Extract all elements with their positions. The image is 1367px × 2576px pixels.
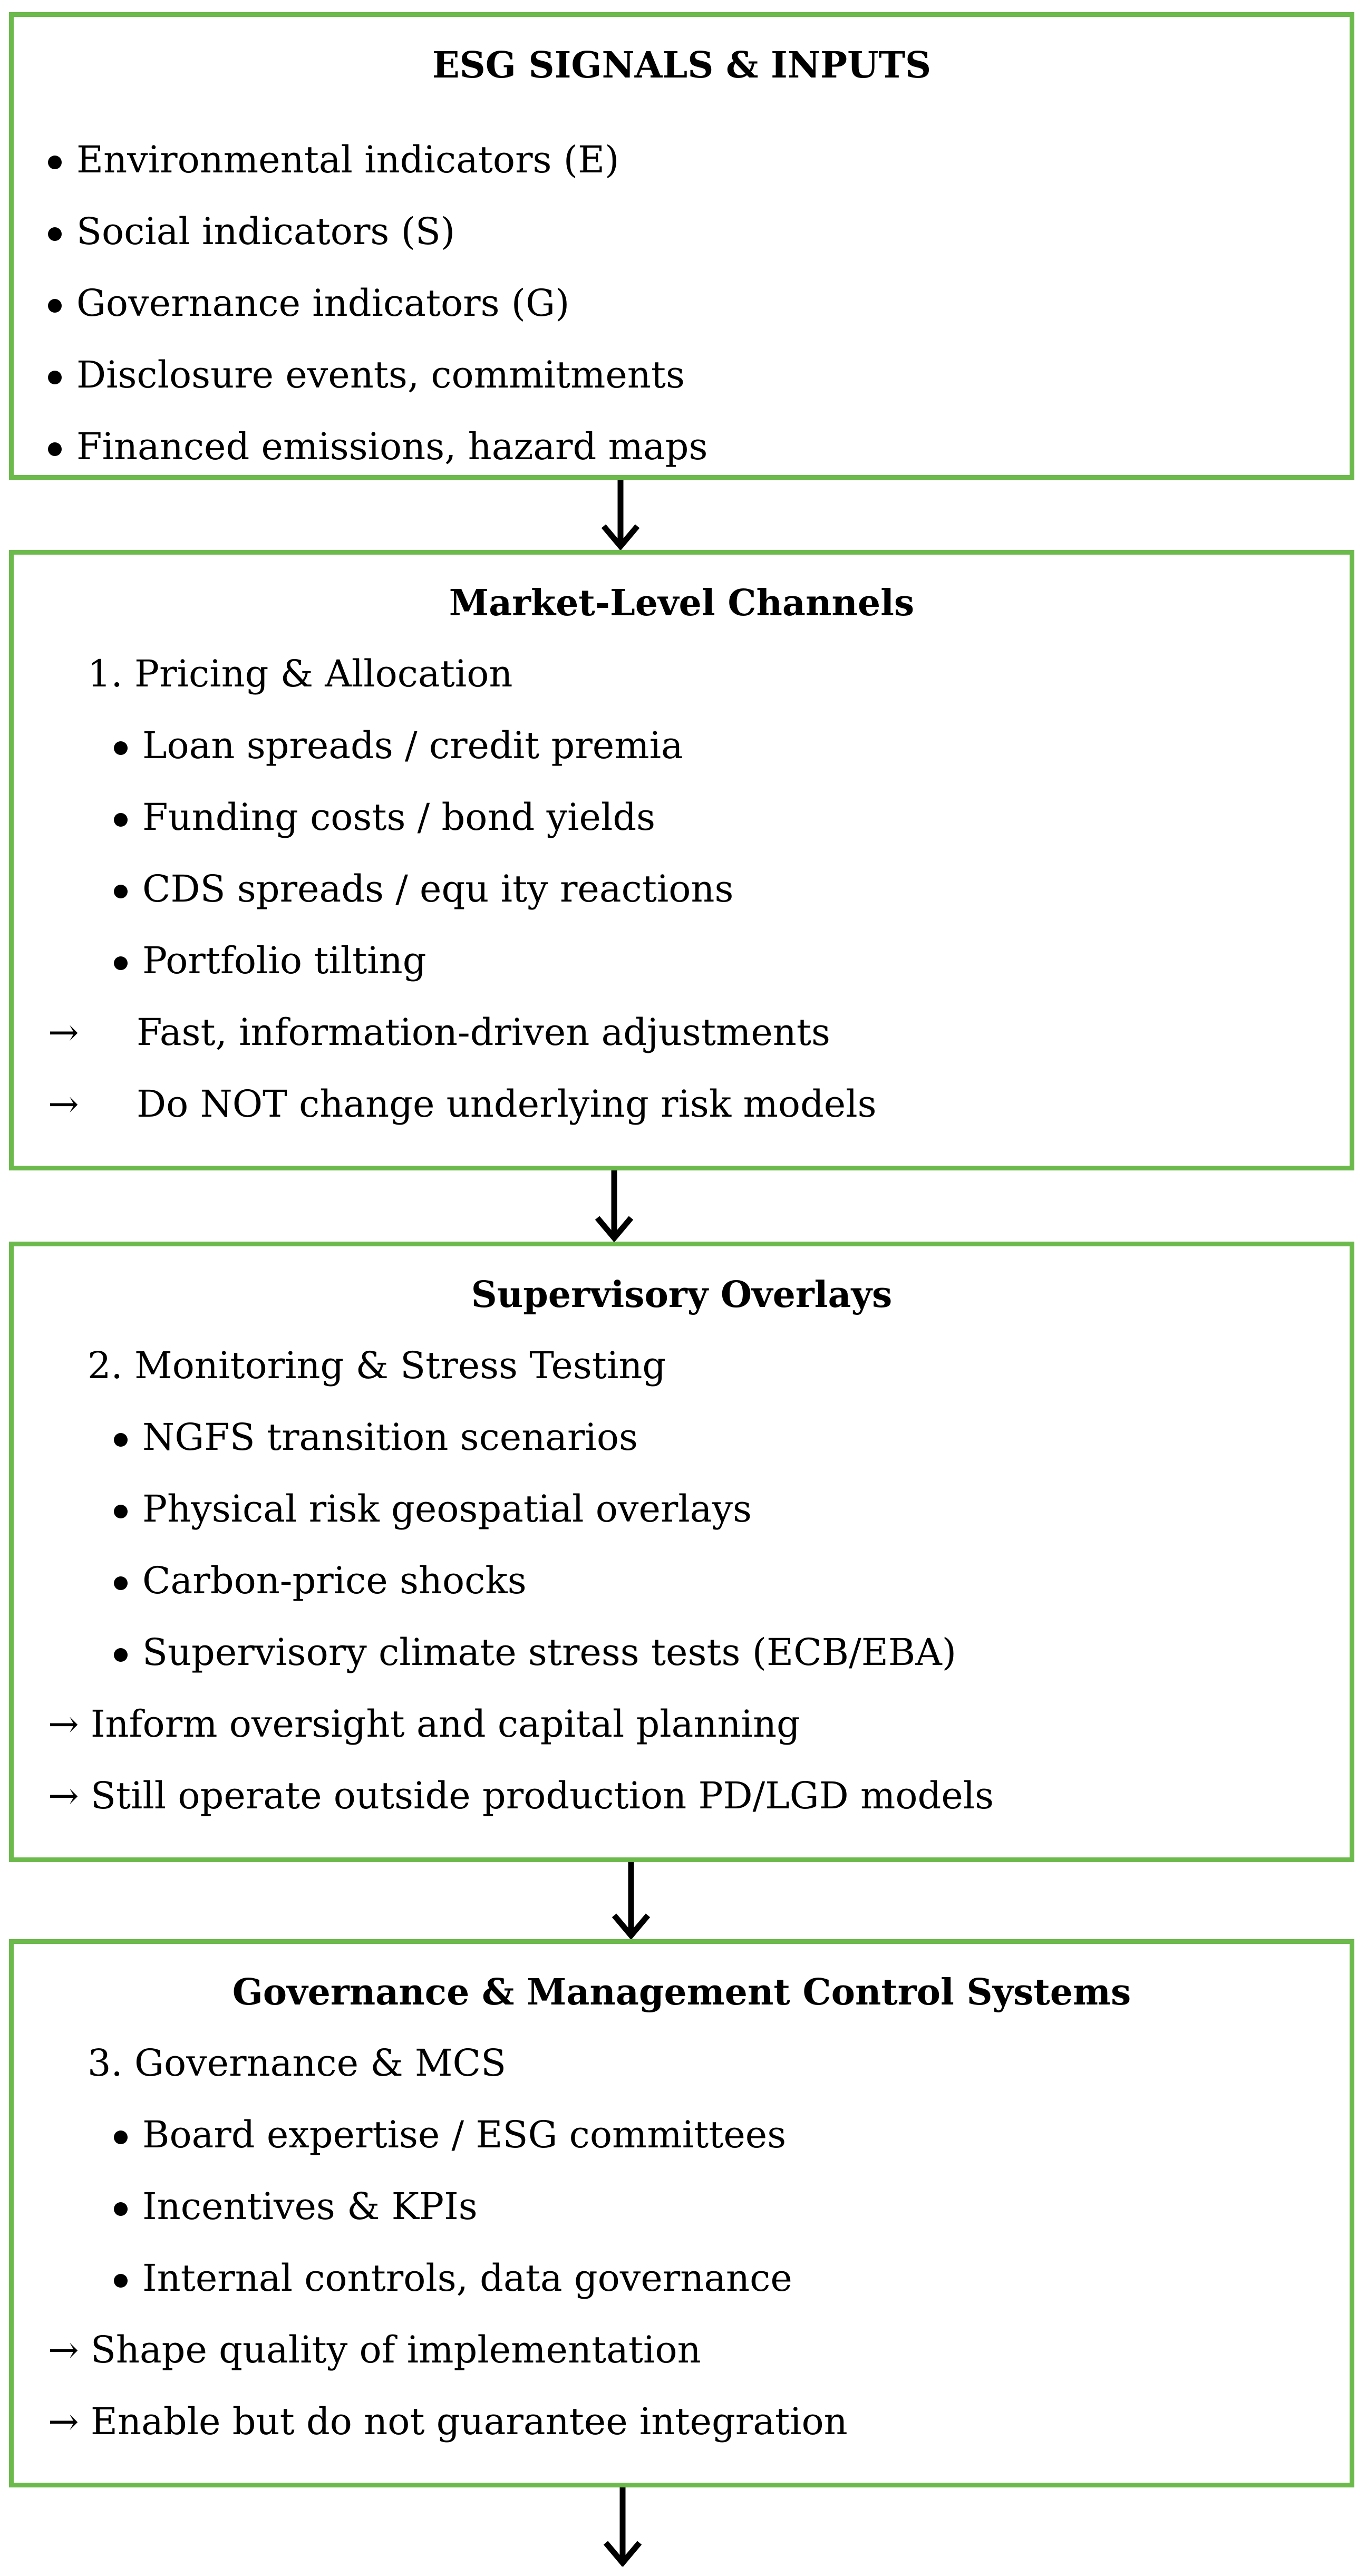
esg-signals-box <box>9 12 1354 480</box>
bullet-icon <box>48 299 62 313</box>
list-item: Supervisory climate stress tests (ECB/EBA) <box>114 1631 956 1673</box>
bullet-icon <box>114 813 128 827</box>
note-line: → Fast, information-driven adjustments <box>48 1011 830 1054</box>
bullet-icon <box>114 1433 128 1447</box>
list-item: Carbon-price shocks <box>114 1560 527 1602</box>
section-heading: 2. Monitoring & Stress Testing <box>88 1344 666 1387</box>
list-item: Physical risk geospatial overlays <box>114 1488 752 1530</box>
bullet-icon <box>114 2202 128 2216</box>
list-item: Funding costs / bond yields <box>114 796 655 838</box>
bullet-icon <box>114 741 128 755</box>
section-heading: 1. Pricing & Allocation <box>88 652 513 695</box>
flow-arrow-4 <box>602 2487 644 2567</box>
note-line: → Do NOT change underlying risk models <box>48 1082 877 1126</box>
supervisory-overlays-title: Supervisory Overlays <box>471 1274 893 1316</box>
bullet-icon <box>114 2130 128 2144</box>
governance-mcs-box <box>9 1939 1354 2487</box>
bullet-icon <box>48 442 62 456</box>
list-item: Social indicators (S) <box>48 210 455 253</box>
note-line: → Inform oversight and capital planning <box>48 1702 800 1746</box>
list-item: NGFS transition scenarios <box>114 1416 638 1458</box>
market-level-channels-box <box>9 550 1354 1170</box>
note-line: → Still operate outside production PD/LGD models <box>48 1774 994 1817</box>
market-level-channels-title: Market-Level Channels <box>449 582 915 624</box>
bullet-icon <box>114 885 128 898</box>
bullet-icon <box>114 1576 128 1590</box>
list-item: Environmental indicators (E) <box>48 139 619 181</box>
list-item: CDS spreads / equ ity reactions <box>114 868 733 910</box>
bullet-icon <box>48 371 62 384</box>
note-line: → Enable but do not guarantee integration <box>48 2400 848 2443</box>
bullet-icon <box>48 227 62 241</box>
list-item: Governance indicators (G) <box>48 282 569 324</box>
list-item: Board expertise / ESG committees <box>114 2114 786 2156</box>
flow-arrow-3 <box>610 1862 652 1939</box>
flow-arrow-2 <box>593 1170 635 1242</box>
list-item: Financed emissions, hazard maps <box>48 425 707 468</box>
bullet-icon <box>114 2274 128 2288</box>
section-heading: 3. Governance & MCS <box>88 2041 507 2085</box>
list-item: Internal controls, data governance <box>114 2257 792 2299</box>
list-item: Loan spreads / credit premia <box>114 724 683 767</box>
right-arrow-icon: → <box>48 1011 79 1054</box>
supervisory-overlays-box <box>9 1242 1354 1862</box>
bullet-icon <box>114 1648 128 1662</box>
governance-mcs-title: Governance & Management Control Systems <box>232 1971 1131 2013</box>
note-line: → Shape quality of implementation <box>48 2328 701 2371</box>
bullet-icon <box>114 1505 128 1518</box>
list-item: Portfolio tilting <box>114 940 426 982</box>
esg-signals-title: ESG SIGNALS & INPUTS <box>432 44 932 86</box>
bullet-icon <box>114 956 128 970</box>
list-item: Incentives & KPIs <box>114 2185 478 2228</box>
right-arrow-icon: → <box>48 1082 79 1126</box>
list-item: Disclosure events, commitments <box>48 354 685 396</box>
flow-arrow-1 <box>599 480 642 550</box>
bullet-icon <box>48 156 62 169</box>
